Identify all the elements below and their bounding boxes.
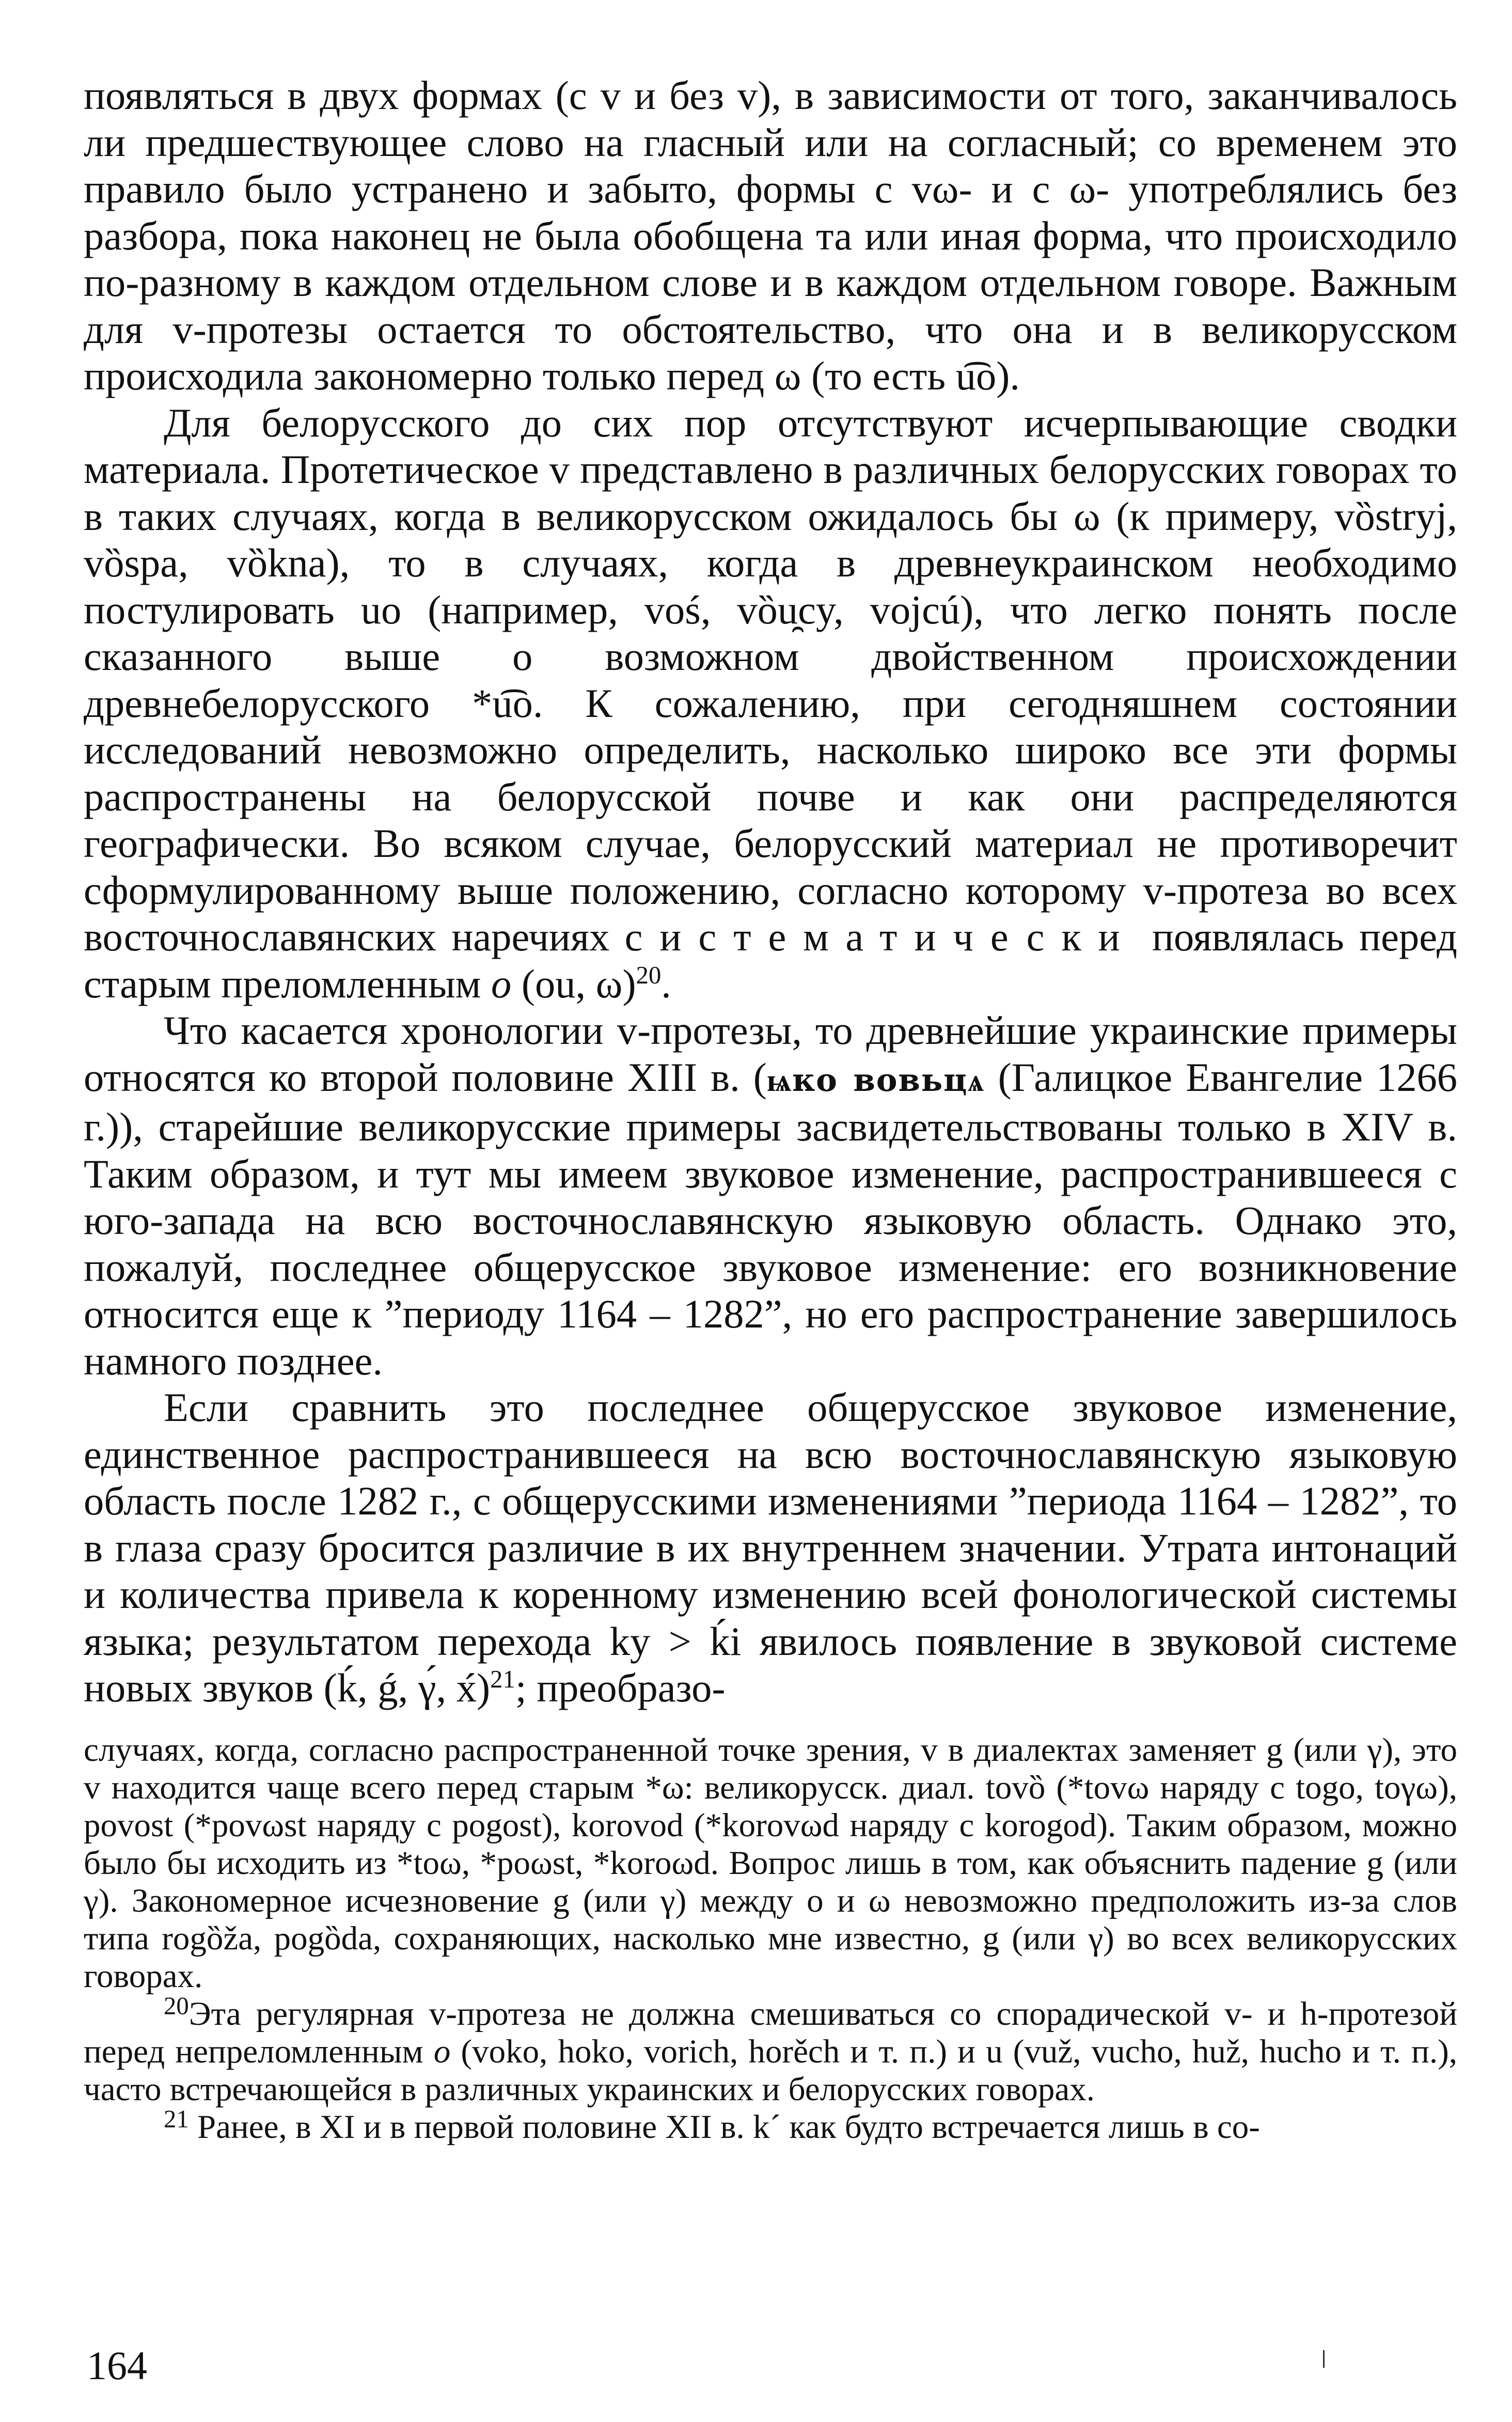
paragraph-3 (84, 1007, 1457, 1384)
footnote-20 (84, 1992, 1458, 2108)
spaced-emphasis: систематически (624, 914, 1137, 959)
footnote-continuation: случаях, когда, согласно распространенной точке зрения, v в диалектах заменяет g (или γ), это v находится чаще всего перед старым *ω: великорусск. диал. tovȍ (*tovω наряду с togo, toγω), povost (*povωst наряду с pogost), korovod (*korovωd наряду с korogod). Таким образом, можно было бы исходить из *toω, *poωst, *koroωd. Вопрос лишь в том, как объяснить падение g (или γ). Закономерное исчезновение g (или γ) между o и ω невозможно предположить из-за слов типа rogȍža, pogȍda, сохраняющих, насколько мне известно, g (или γ) во всех великорусских говорах. (84, 1731, 1457, 1995)
footnote-21-text: Ранее, в XI и в первой половине XII в. k´ как будто встречается лишь в со- (197, 2108, 1260, 2146)
footnote-20-tail: (voko, hoko, vorich, horěch и т. п.) и u (vuž, vucho, huž, hucho и т. п.), часто встречающейся в различных украинских и белорусских говорах. (84, 2033, 1458, 2108)
paragraph-4-text: Если сравнить это последнее общерусское звуковое изменение, единственное распространившееся на всю восточнославянскую языковую область после 1282 г., с общерусскими изменениями ”периода 1164 – 1282”, то в глаза сразу бросится различие в их внутреннем значении. Утрата интонаций и количества привела к коренному изменению всей фонологической системы языка; результатом перехода ky > ḱi явилось появление в звуковой системе новых звуков (ḱ, ǵ, γ́, x́) (84, 1385, 1457, 1710)
paragraph-3-text: Что касается хронологии v-протезы, то древнейшие украинские примеры относятся ко второй половине XIII в. ( (84, 1008, 1457, 1100)
paragraph-2-parenthetical: (ou, ω) (521, 961, 636, 1006)
book-page (84, 72, 1457, 2146)
margin-mark (1323, 2350, 1325, 2368)
main-text (84, 72, 1457, 1712)
page-number: 164 (87, 2343, 147, 2388)
footnote-20-mark: 20 (164, 1992, 189, 2020)
footnote-21-mark: 21 (164, 2105, 189, 2133)
footnotes (84, 1731, 1457, 2146)
paragraph-2-end: . (661, 961, 671, 1006)
footnote-20-italic-o: o (433, 2033, 451, 2070)
footnote-ref-21: 21 (490, 1665, 515, 1694)
footnote-21 (84, 2105, 1457, 2146)
paragraph-2-tail: появлялась перед старым преломленным (84, 914, 1457, 1006)
footnote-20-text: Эта регулярная v-протеза не должна смешиваться со спорадической v- и h-протезой перед непреломленным (84, 1995, 1457, 2070)
italic-o: o (491, 961, 512, 1006)
paragraph-1: появляться в двух формах (с v и без v), в зависимости от того, заканчивалось ли предшествующее слово на гласный или на согласный; со временем это правило было устранено и забыто, формы с vω- и с ω- употреблялись без разбора, пока наконец не была обобщена та или иная форма, что происходило по-разному в каждом отдельном слове и в каждом отдельном говоре. Важным для v-протезы остается то обстоятельство, что она и в великорусском происходила закономерно только перед ω (то есть u͡o). (84, 73, 1457, 398)
paragraph-2-text: Для белорусского до сих пор отсутствуют исчерпывающие сводки материала. Протетическое v представлено в различных белорусских говорах то в таких случаях, когда в великорусском ожидалось бы ω (к примеру, vȍstryj, vȍspa, vȍkna), то в случаях, когда в древнеукраинском необходимо постулировать uo (например, voś, vȍu̯cy, vojcú), что легко понять после сказанного выше о возможном двойственном происхождении древнебелорусского *u͡o. К сожалению, при сегодняшнем состоянии исследований невозможно определить, насколько широко все эти формы распространены на белорусской почве и как они распределяются географически. Во всяком случае, белорусский материал не противоречит сформулированному выше положению, согласно которому v-протеза во всех восточнославянских наречиях (84, 400, 1457, 959)
paragraph-4-tail: ; преобразо- (515, 1665, 726, 1710)
paragraph-3-tail: (Галицкое Евангелие 1266 г.)), старейшие великорусские примеры засвидетельствованы только в XIV в. Таким образом, и тут мы имеем звуковое изменение, распространившееся с юго-запада на всю восточнославянскую языковую область. Однако это, пожалуй, последнее общерусское звуковое изменение: его возникновение относится еще к ”периоду 1164 – 1282”, но его распространение завершилось намного позднее. (84, 1054, 1457, 1383)
paragraph-4 (84, 1384, 1457, 1712)
paragraph-2 (84, 400, 1457, 1008)
old-church-slavonic-quote: ѩко вовьцѧ (766, 1061, 985, 1099)
footnote-ref-20: 20 (636, 961, 662, 989)
